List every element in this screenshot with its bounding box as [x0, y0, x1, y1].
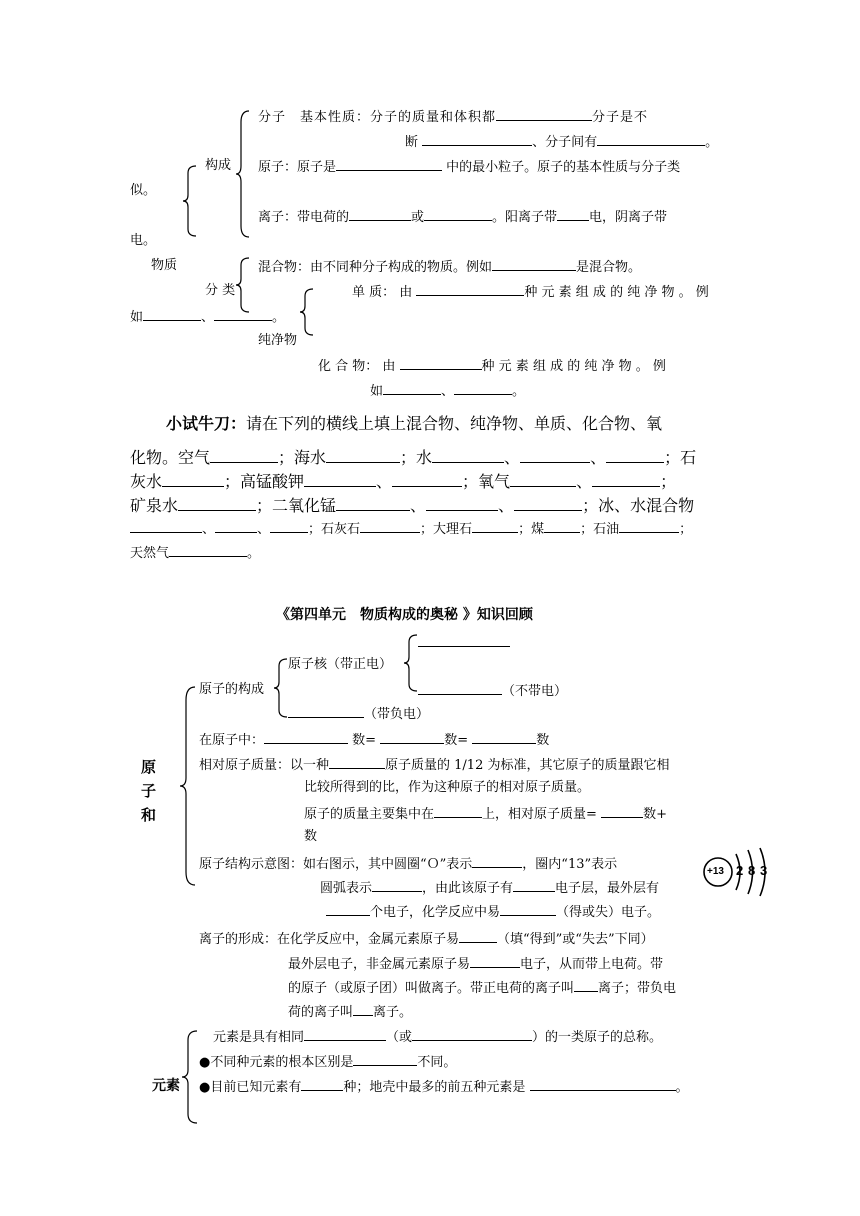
side-char-3: 和	[141, 806, 157, 824]
atom-line: 原子：原子是 中的最小粒子。原子的基本性质与分子类	[258, 157, 680, 177]
exercise-line4: 矿泉水 ；二氧化锰 、 、 ；冰、水混合物	[130, 496, 695, 515]
pure-label: 纯净物	[258, 333, 298, 348]
side-char-2: 子	[141, 782, 157, 800]
brace-classify	[236, 257, 250, 313]
mixture-line: 混合物：由不同种分子构成的物质。例如 是混合物。	[258, 257, 641, 277]
blank-proton[interactable]	[418, 646, 510, 647]
exercise-line3: 灰水 ；高锰酸钾 、 ；氧气 、 ；	[130, 472, 677, 491]
brace-nucleus-parts	[404, 634, 418, 692]
exercise-line5: 、 、 ；石灰石 ；大理石 ；煤 ；石油 ；	[130, 518, 692, 542]
atom-electron-shell3: 3	[760, 863, 768, 878]
diagram-line2: 圆弧表示 ，由此该原子有 电子层，最外层有	[320, 878, 659, 898]
atom-line-end: 似。	[130, 183, 157, 198]
exercise-title: 小试牛刀：	[166, 414, 247, 433]
unit4-title: 《第四单元 物质构成的奥秘 》知识回顾	[276, 607, 533, 623]
molecule-line2: 断 、分子间有 。	[405, 132, 718, 152]
matter-label: 物质	[151, 258, 178, 273]
rel-mass-line1: 相对原子质量：以一种 原子质量的 1/12 为标准，其它原子的质量跟它相	[199, 755, 669, 775]
exercise-line2: 化物。空气 ；海水 ；水 、 、 ；石	[130, 448, 697, 467]
diagram-line1: 原子结构示意图：如右图示，其中圆圈“Ｏ”表示 ，圈内“13”表示	[199, 854, 617, 874]
elements-label: 元素	[152, 1078, 180, 1094]
exercise-line6: 天然气 。	[130, 542, 260, 566]
structure-label: 原子的构成	[199, 682, 265, 697]
atom-electron-shell2: 8	[748, 863, 756, 878]
element-line-end: 如 、 。	[130, 307, 285, 327]
ion-form-line1: 离子的形成：在化学反应中，金属元素原子易 （填“得到”或“失去”下同）	[199, 929, 654, 949]
ion-form-line4: 荷的离子叫 离子。	[288, 1002, 412, 1022]
ion-line: 离子：带电荷的 或 。阳离子带 电，阴离子带	[258, 207, 667, 227]
in-atom-line: 在原子中： 数= 数= 数	[199, 730, 549, 750]
neutron-line: （不带电）	[418, 681, 567, 701]
element-line: 单 质： 由 种 元 素 组 成 的 纯 净 物 。 例	[352, 282, 709, 302]
nucleus-label: 原子核（带正电）	[288, 657, 393, 672]
element-diff-line: ●不同种元素的根本区别是 不同。	[199, 1052, 456, 1072]
brace-elements	[182, 1030, 198, 1124]
element-known-line: ●目前已知元素有 种；地壳中最多的前五种元素是 。	[199, 1077, 689, 1097]
composition-label: 构成	[205, 158, 232, 173]
ion-line-end: 电。	[130, 233, 157, 248]
atom-electron-shell1: 2	[736, 863, 744, 878]
brace-atom-structure	[180, 686, 196, 886]
brace-composition	[236, 110, 250, 238]
brace-pure	[300, 288, 314, 336]
atom-nucleus-charge: +13	[707, 866, 724, 877]
electron-line: （带负电）	[288, 704, 429, 724]
diagram-line3: 个电子，化学反应中易 （得或失）电子。	[326, 902, 660, 922]
rel-mass-line2: 比较所得到的比，作为这种原子的相对原子质量。	[304, 780, 591, 795]
brace-matter	[183, 165, 197, 237]
classify-label: 分 类	[205, 283, 236, 298]
mass-line-end: 数	[304, 829, 318, 844]
compound-line: 化 合 物： 由 种 元 素 组 成 的 纯 净 物 。 例	[318, 356, 666, 376]
exercise-line1: 小试牛刀：请在下列的横线上填上混合物、纯净物、单质、化合物、氧	[166, 414, 663, 433]
compound-line-end: 如 、 。	[370, 381, 525, 401]
brace-nucleus-electron	[274, 658, 288, 718]
ion-form-line3: 的原子（或原子团）叫做离子。带正电荷的离子叫 离子；带负电	[288, 978, 676, 998]
ion-form-line2: 最外层电子，非金属元素原子易 电子，从而带上电荷。带	[288, 954, 663, 974]
element-def-line: 元素是具有相同 （或 ）的一类原子的总称。	[213, 1027, 662, 1047]
side-char-1: 原	[141, 758, 157, 776]
molecule-line1: 分子 基本性质：分子的质量和体积都 分子是不	[258, 107, 648, 127]
mass-line: 原子的质量主要集中在 上，相对原子质量= 数+	[304, 804, 667, 824]
